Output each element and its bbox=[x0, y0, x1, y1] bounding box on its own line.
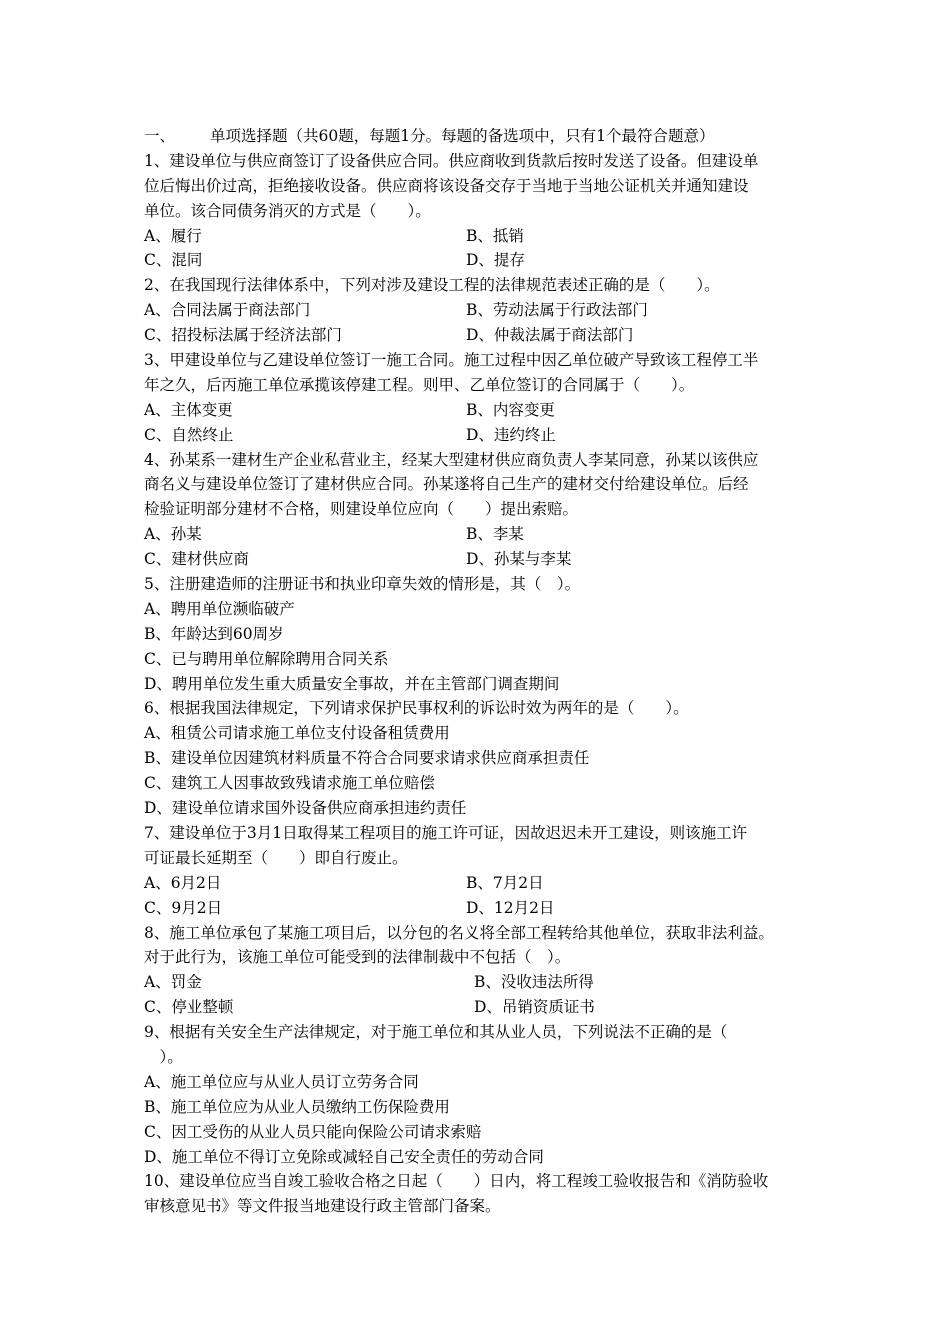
option-d: D、仲裁法属于商法部门 bbox=[466, 326, 634, 345]
option-d: D、施工单位不得订立免除或减轻自己安全责任的劳动合同 bbox=[144, 1147, 544, 1166]
option-c: C、停业整顿 bbox=[144, 998, 234, 1017]
question-text-line: 位后悔出价过高，拒绝接收设备。供应商将该设备交存于当地于当地公证机关并通知建设 bbox=[144, 176, 749, 195]
option-b: B、李某 bbox=[466, 525, 524, 544]
option-d: D、聘用单位发生重大质量安全事故，并在主管部门调查期间 bbox=[144, 674, 560, 693]
question-7 bbox=[144, 821, 816, 921]
option-row bbox=[144, 970, 816, 995]
option-a: A、聘用单位濒临破产 bbox=[144, 599, 295, 618]
option-d: D、违约终止 bbox=[466, 425, 556, 444]
option-d: D、提存 bbox=[466, 251, 525, 270]
question-text-line: 商名义与建设单位签订了建材供应合同。孙某遂将自己生产的建材交付给建设单位。后经 bbox=[144, 475, 749, 494]
question-text-line: 7、建设单位于3月1日取得某工程项目的施工许可证，因故迟迟未开工建设，则该施工许 bbox=[144, 823, 748, 842]
option-c: C、混同 bbox=[144, 251, 203, 270]
option-c: C、9月2日 bbox=[144, 898, 223, 917]
option-row bbox=[144, 298, 816, 323]
option-b: B、劳动法属于行政法部门 bbox=[466, 301, 648, 320]
question-text-line: 8、施工单位承包了某施工项目后，以分包的名义将全部工程转给其他单位，获取非法利益。 bbox=[144, 923, 774, 942]
question-1 bbox=[144, 149, 816, 273]
question-text-line: 1、建设单位与供应商签订了设备供应合同。供应商收到货款后按时发送了设备。但建设单 bbox=[144, 151, 759, 170]
option-b: B、建设单位因建筑材料质量不符合合同要求请求供应商承担责任 bbox=[144, 749, 590, 768]
question-4 bbox=[144, 448, 816, 572]
option-row bbox=[144, 871, 816, 896]
option-c: C、建材供应商 bbox=[144, 550, 249, 569]
option-row bbox=[144, 398, 816, 423]
option-row bbox=[144, 522, 816, 547]
option-b: B、没收违法所得 bbox=[474, 973, 594, 992]
question-3 bbox=[144, 348, 816, 448]
option-d: D、吊销资质证书 bbox=[474, 998, 595, 1017]
question-text-line: 年之久，后丙施工单位承揽该停建工程。则甲、乙单位签订的合同属于（ ）。 bbox=[144, 375, 695, 394]
question-text-line: 2、在我国现行法律体系中，下列对涉及建设工程的法律规范表述正确的是（ ）。 bbox=[144, 276, 720, 295]
question-text-line: 可证最长延期至（ ）即自行废止。 bbox=[144, 848, 408, 867]
section-number: 一、 bbox=[144, 127, 176, 145]
option-row bbox=[144, 248, 816, 273]
section-title: 单项选择题（共60题，每题1分。每题的备选项中，只有1个最符合题意） bbox=[210, 127, 715, 145]
option-a: A、罚金 bbox=[144, 973, 202, 992]
question-text-line: 检验证明部分建材不合格，则建设单位应向（ ）提出索赔。 bbox=[144, 500, 579, 519]
exam-page bbox=[144, 124, 816, 1219]
question-text-line: 单位。该合同债务消灭的方式是（ ）。 bbox=[144, 201, 431, 220]
option-row bbox=[144, 423, 816, 448]
option-b: B、年龄达到60周岁 bbox=[144, 624, 284, 643]
option-a: A、6月2日 bbox=[144, 873, 222, 892]
section-heading bbox=[144, 124, 816, 149]
question-text-line: 6、根据我国法律规定，下列请求保护民事权利的诉讼时效为两年的是（ ）。 bbox=[144, 699, 689, 718]
option-d: D、孙某与李某 bbox=[466, 550, 572, 569]
option-a: A、租赁公司请求施工单位支付设备租赁费用 bbox=[144, 724, 450, 743]
option-row bbox=[144, 224, 816, 249]
option-c: C、已与聘用单位解除聘用合同关系 bbox=[144, 649, 389, 668]
option-b: B、抵销 bbox=[466, 226, 524, 245]
option-a: A、孙某 bbox=[144, 525, 202, 544]
question-text-line: 审核意见书》等文件报当地建设行政主管部门备案。 bbox=[144, 1197, 501, 1216]
option-c: C、建筑工人因事故致残请求施工单位赔偿 bbox=[144, 774, 435, 793]
option-b: B、7月2日 bbox=[466, 873, 544, 892]
option-b: B、内容变更 bbox=[466, 400, 555, 419]
question-text-line: 9、根据有关安全生产法律规定，对于施工单位和其从业人员，下列说法不正确的是（ bbox=[144, 1023, 728, 1042]
option-c: C、自然终止 bbox=[144, 425, 234, 444]
question-text-line: 5、注册建造师的注册证书和执业印章失效的情形是，其（ ）。 bbox=[144, 575, 581, 594]
option-d: D、建设单位请求国外设备供应商承担违约责任 bbox=[144, 799, 467, 818]
question-text-line: 10、建设单位应当自竣工验收合格之日起（ ）日内，将工程竣工验收报告和《消防验收 bbox=[144, 1172, 769, 1191]
option-row bbox=[144, 995, 816, 1020]
option-d: D、12月2日 bbox=[466, 898, 555, 917]
option-a: A、合同法属于商法部门 bbox=[144, 301, 311, 320]
option-row bbox=[144, 896, 816, 921]
question-6 bbox=[144, 696, 816, 820]
question-10 bbox=[144, 1169, 816, 1219]
option-row bbox=[144, 547, 816, 572]
option-row bbox=[144, 323, 816, 348]
option-c: C、因工受伤的从业人员只能向保险公司请求索赔 bbox=[144, 1122, 482, 1141]
question-9 bbox=[144, 1020, 816, 1169]
option-a: A、履行 bbox=[144, 226, 202, 245]
option-c: C、招投标法属于经济法部门 bbox=[144, 326, 342, 345]
question-5 bbox=[144, 572, 816, 696]
question-text-line: 对于此行为，该施工单位可能受到的法律制裁中不包括（ ）。 bbox=[144, 948, 571, 967]
question-text-line: 3、甲建设单位与乙建设单位签订一施工合同。施工过程中因乙单位破产导致该工程停工半 bbox=[144, 351, 759, 370]
option-b: B、施工单位应为从业人员缴纳工伤保险费用 bbox=[144, 1097, 450, 1116]
question-2 bbox=[144, 273, 816, 348]
question-text-line: 4、孙某系一建材生产企业私营业主，经某大型建材供应商负责人李某同意，孙某以该供应 bbox=[144, 450, 759, 469]
option-a: A、施工单位应与从业人员订立劳务合同 bbox=[144, 1072, 419, 1091]
question-8 bbox=[144, 921, 816, 1021]
option-a: A、主体变更 bbox=[144, 400, 233, 419]
question-text-line: ）。 bbox=[144, 1047, 183, 1066]
